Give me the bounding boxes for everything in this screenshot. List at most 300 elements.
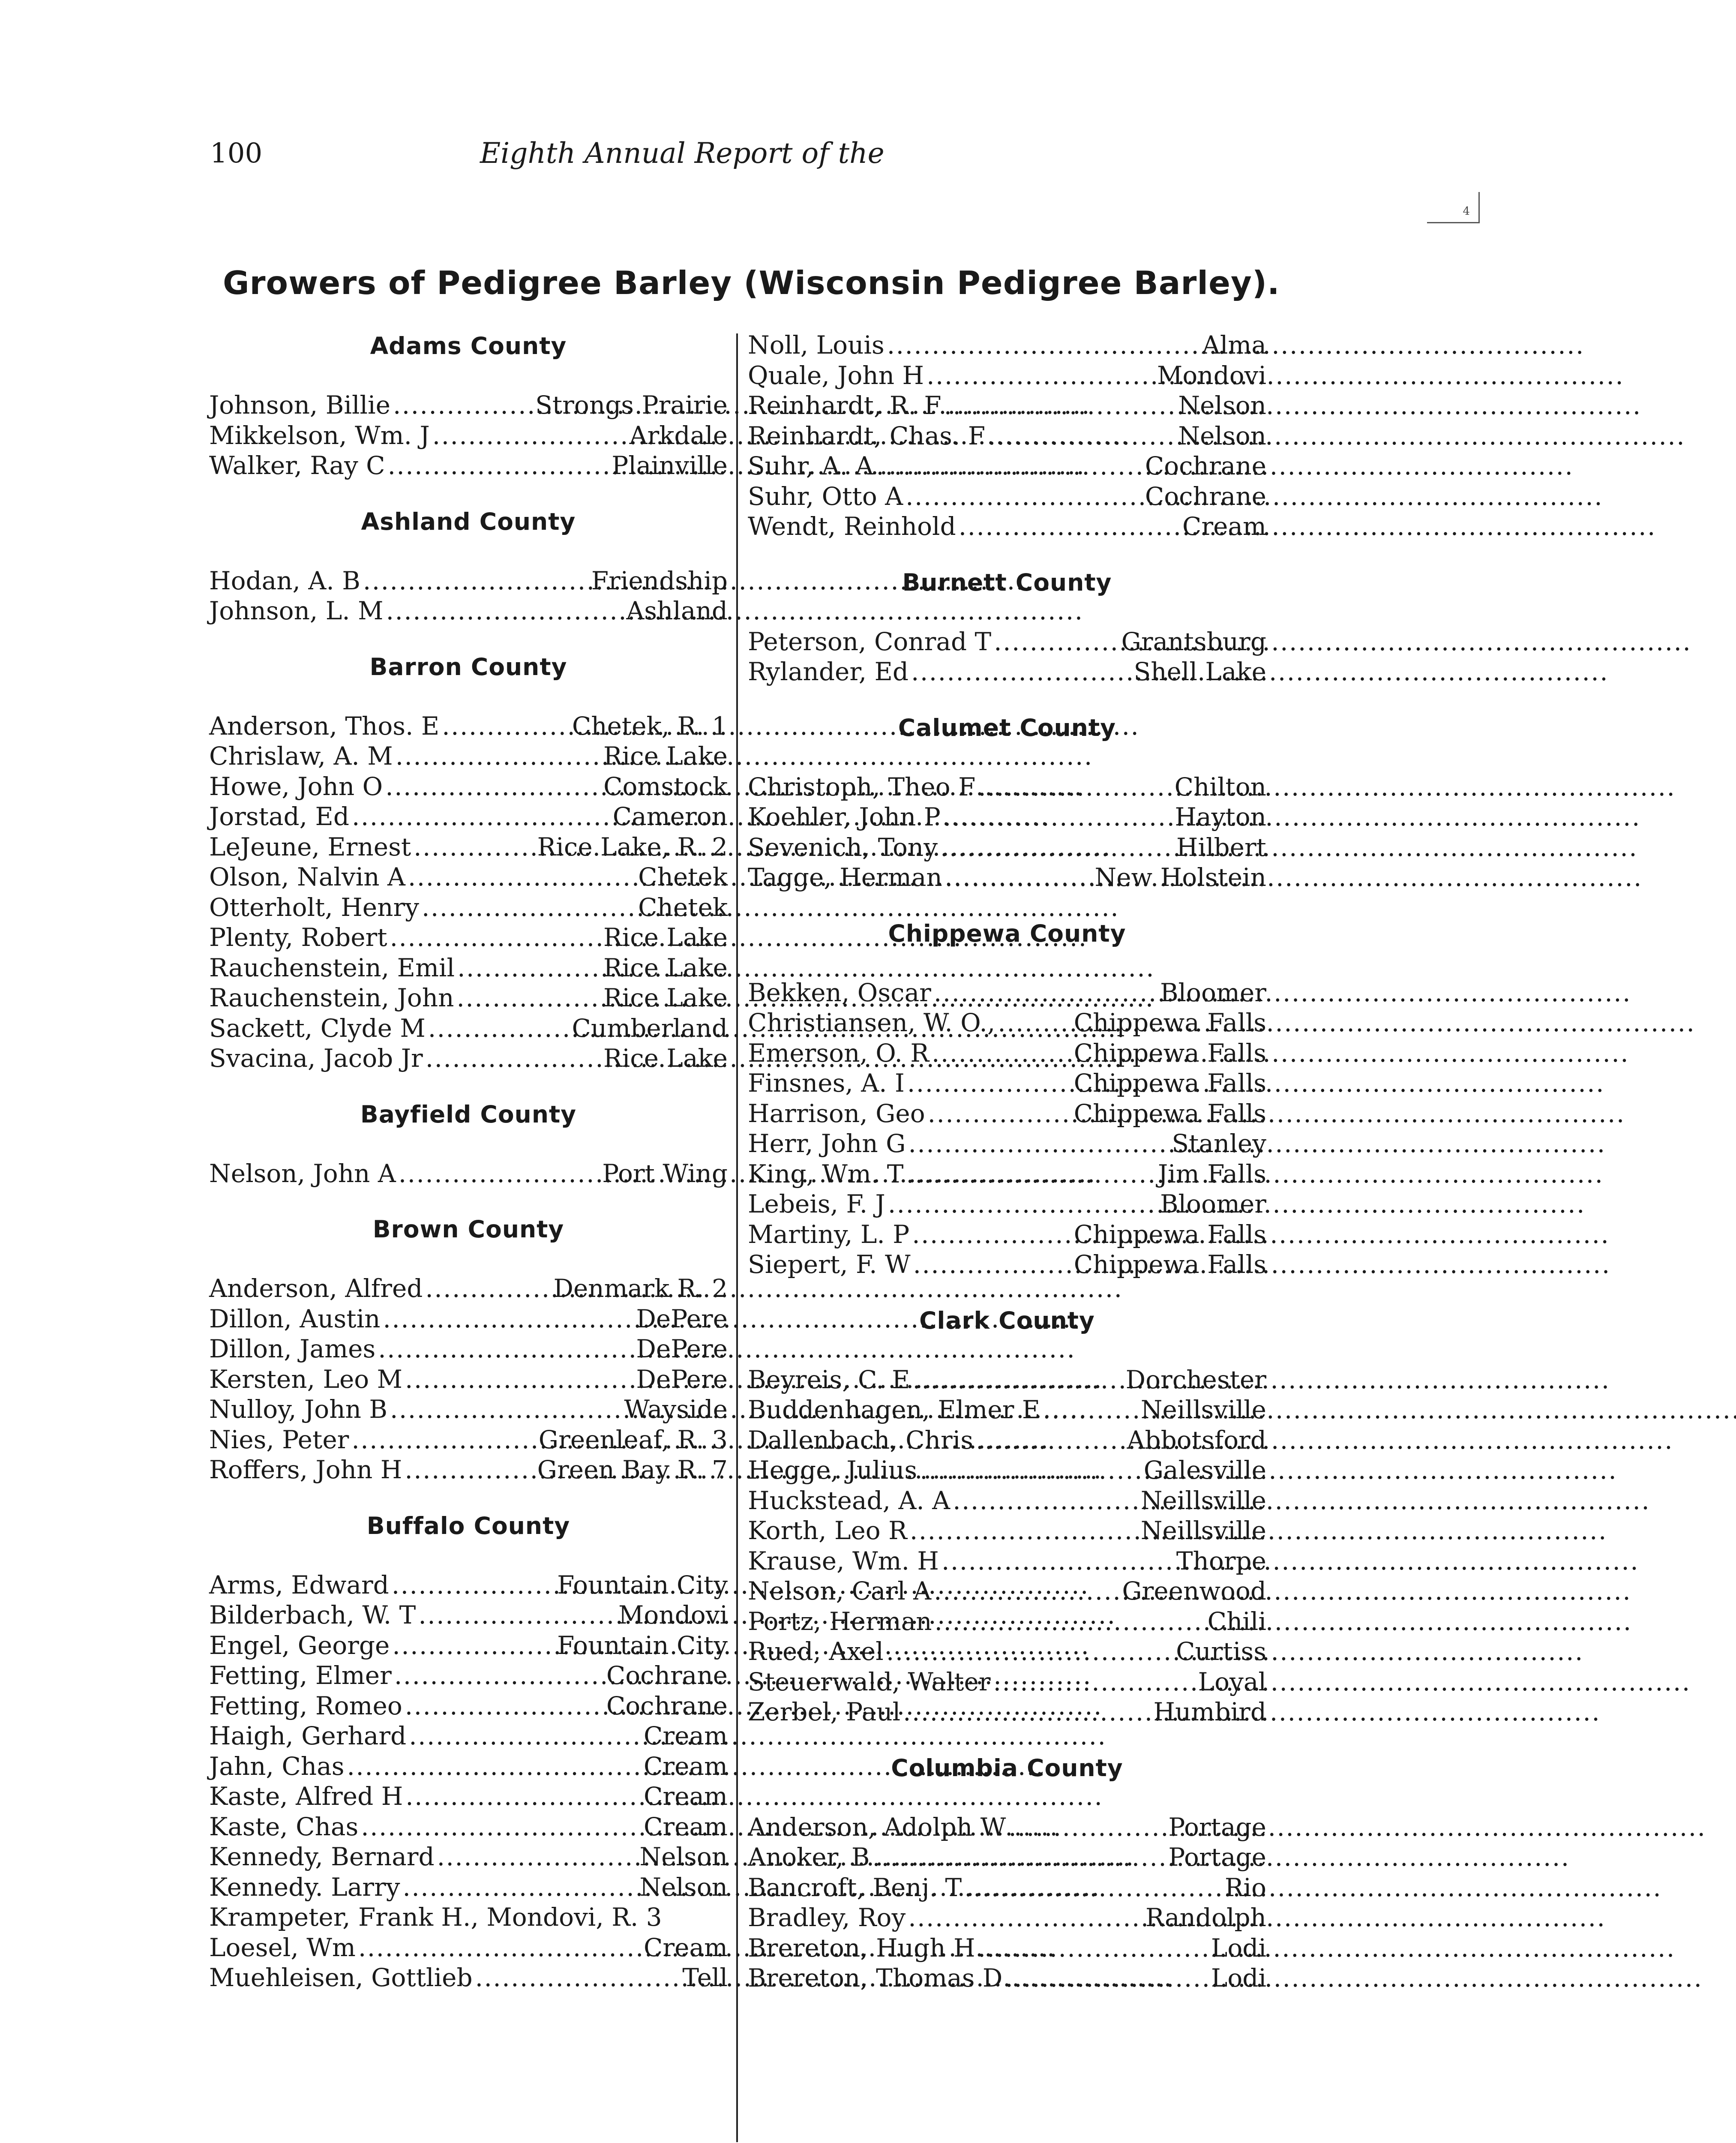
dot-leader [385, 771, 601, 802]
dot-leader [405, 1781, 641, 1812]
grower-place: Chetek [638, 862, 728, 891]
grower-place: Portage [1168, 1812, 1266, 1842]
grower-place: Cream [643, 1933, 728, 1962]
dot-leader [390, 922, 601, 953]
county-section [748, 1753, 1266, 1993]
grower-name: Lebeis, F. J [748, 1189, 885, 1219]
dot-leader [405, 1455, 534, 1485]
grower-name: Reinhardt, R. F [748, 391, 941, 420]
grower-name: Huckstead, A. A [748, 1486, 950, 1515]
county-section [748, 330, 1266, 542]
grower-entry [748, 1546, 1266, 1576]
dot-leader [978, 772, 1172, 802]
grower-name: Muehleisen, Gottlieb [209, 1963, 473, 1992]
grower-place: Dorchester [1125, 1365, 1266, 1394]
grower-entry [209, 922, 728, 953]
grower-name: Suhr, Otto A [748, 481, 903, 511]
grower-name: Bradley, Roy [748, 1903, 906, 1932]
page-header [210, 136, 1470, 218]
grower-place: Nelson [639, 1872, 728, 1902]
grower-entry [748, 511, 1266, 542]
grower-entry [209, 1159, 728, 1189]
grower-place: Ashland [626, 596, 728, 625]
dot-leader [903, 1697, 1151, 1727]
grower-place: Rice Lake [603, 953, 728, 982]
grower-entry [209, 1721, 728, 1751]
grower-place: Greenwood [1122, 1576, 1266, 1606]
grower-entry [209, 1902, 728, 1933]
county-section [748, 1306, 1266, 1727]
dot-leader [363, 566, 589, 596]
grower-name: Steuerwald, Walter [748, 1667, 991, 1696]
dot-leader [907, 1068, 1071, 1099]
grower-entry [748, 1606, 1266, 1637]
dot-leader [886, 1636, 1173, 1667]
dot-leader [926, 360, 1154, 391]
grower-name: LeJeune, Ernest [209, 832, 411, 861]
dot-leader [388, 450, 609, 481]
grower-list [748, 330, 1266, 542]
grower-place: Chili [1207, 1606, 1266, 1636]
grower-name: Bilderbach, W. T [209, 1600, 416, 1630]
grower-list [748, 627, 1266, 687]
grower-entry [209, 1364, 728, 1395]
grower-list [209, 566, 728, 626]
grower-name: Noll, Louis [748, 330, 884, 360]
grower-name: Koehler, John P [748, 802, 941, 831]
dot-leader [383, 1304, 634, 1334]
grower-name: Fetting, Elmer [209, 1661, 392, 1690]
dot-leader [351, 1425, 536, 1455]
grower-name: Mikkelson, Wm. J [209, 420, 430, 450]
grower-entry [209, 1455, 728, 1485]
dot-leader [976, 1425, 1124, 1456]
grower-name: Hodan, A. B [209, 566, 360, 595]
grower-name: Rued, Axel [748, 1637, 884, 1666]
grower-place: Strongs Prairie [535, 390, 728, 420]
grower-name: Nelson, John A [209, 1159, 396, 1188]
grower-entry [748, 1189, 1266, 1219]
dot-leader [403, 1872, 637, 1903]
dot-leader [432, 420, 627, 451]
grower-entry [209, 1842, 728, 1872]
grower-entry [748, 1516, 1266, 1546]
grower-place: Cochrane [606, 1691, 728, 1720]
grower-place: Jim Falls [1158, 1159, 1266, 1189]
grower-entry [748, 1812, 1266, 1843]
grower-entry [748, 1425, 1266, 1456]
grower-name: Arms, Edward [209, 1570, 389, 1600]
grower-name: Harrison, Geo [748, 1099, 925, 1128]
grower-place: Neillsville [1140, 1486, 1266, 1515]
grower-place: Rice Lake [603, 1044, 728, 1073]
grower-place: Chippewa Falls [1073, 1099, 1266, 1128]
grower-name: Walker, Ray C [209, 451, 385, 480]
grower-place: Portage [1168, 1843, 1266, 1872]
dot-leader [426, 1043, 601, 1074]
grower-name: Hegge, Julius [748, 1456, 917, 1485]
dot-leader [908, 1903, 1143, 1933]
left-column [209, 330, 728, 1993]
grower-place: Green Bay R. 7 [537, 1455, 728, 1484]
grower-list [748, 978, 1266, 1280]
grower-name: Reinhardt, Chas. F [748, 421, 986, 450]
grower-place: Chetek, R. 1 [572, 711, 728, 741]
grower-entry [748, 1038, 1266, 1068]
grower-name: Dillon, James [209, 1334, 376, 1363]
grower-name: Howe, John O [209, 771, 383, 801]
grower-name: Christiansen, W. O., [748, 1008, 995, 1037]
dot-leader [872, 1842, 1166, 1873]
grower-name: Johnson, L. M [209, 596, 384, 625]
grower-entry [209, 1394, 728, 1425]
dot-leader [358, 1933, 641, 1963]
grower-entry [748, 481, 1266, 512]
grower-name: Emerson, O. R [748, 1038, 929, 1068]
dot-leader [442, 711, 570, 741]
grower-entry [748, 360, 1266, 391]
grower-entry [209, 1570, 728, 1600]
dot-leader [932, 1038, 1071, 1068]
dot-leader [392, 1630, 555, 1661]
grower-place: Randolph [1145, 1903, 1266, 1932]
grower-entry [209, 1334, 728, 1364]
grower-entry [748, 1099, 1266, 1129]
grower-name: Peterson, Conrad T [748, 627, 992, 656]
grower-name: Bancroft, Benj. T [748, 1873, 962, 1902]
grower-place: Mondovi [1157, 360, 1266, 390]
grower-entry [748, 862, 1266, 893]
grower-list [748, 1812, 1266, 1993]
grower-entry [748, 1963, 1266, 1993]
dot-leader [944, 390, 1176, 421]
grower-entry [209, 1043, 728, 1074]
grower-name: Nelson, Carl A [748, 1576, 932, 1606]
grower-entry [209, 1933, 728, 1963]
grower-name: Anderson, Thos. E [209, 711, 440, 741]
dot-leader [888, 1189, 1157, 1219]
grower-entry [748, 1365, 1266, 1395]
grower-name: Anderson, Alfred [209, 1274, 423, 1303]
grower-name: Buddenhagen, Elmer E [748, 1395, 1040, 1424]
grower-entry [748, 1636, 1266, 1667]
grower-entry [748, 657, 1266, 687]
grower-entry [209, 1872, 728, 1903]
grower-place: Abbotsford [1127, 1425, 1266, 1455]
corner-mark-label: 4 [1463, 205, 1470, 218]
grower-entry [209, 1812, 728, 1842]
grower-place: Chippewa Falls [1073, 1008, 1266, 1037]
county-heading: Calumet County [898, 714, 1116, 741]
grower-name: Fetting, Romeo [209, 1691, 402, 1720]
dot-leader [998, 1008, 1071, 1038]
grower-name: Brereton, Hugh H [748, 1933, 975, 1963]
grower-name: Svacina, Jacob Jr [209, 1044, 423, 1073]
corner-mark [1427, 192, 1480, 223]
dot-leader [945, 862, 1092, 893]
grower-entry [209, 862, 728, 892]
grower-entry [209, 892, 728, 923]
dot-leader [940, 832, 1174, 863]
right-column [748, 330, 1266, 1993]
grower-place: Friendship [591, 566, 728, 595]
grower-name: Quale, John H [748, 360, 924, 390]
dot-leader [913, 1249, 1071, 1280]
county-heading: Burnett County [902, 568, 1112, 596]
grower-name: Kennedy. Larry [209, 1872, 400, 1902]
running-head: Eighth Annual Report of the [480, 137, 884, 170]
page-number: 100 [210, 138, 263, 169]
grower-entry [209, 832, 728, 862]
dot-leader [425, 1273, 551, 1304]
grower-entry [748, 1933, 1266, 1963]
grower-place: Alma [1202, 330, 1266, 360]
grower-list [209, 390, 728, 481]
county-heading: Clark County [919, 1306, 1095, 1334]
grower-name: Nies, Peter [209, 1425, 349, 1454]
dot-leader [437, 1842, 637, 1872]
grower-name: Plenty, Robert [209, 923, 387, 952]
grower-place: Rice Lake [603, 983, 728, 1012]
grower-place: Chilton [1174, 772, 1266, 801]
grower-name: Anderson, Adolph W [748, 1812, 1006, 1842]
grower-place: Chippewa Falls [1073, 1038, 1266, 1068]
county-heading: Bayfield County [360, 1100, 577, 1128]
grower-entry [209, 801, 728, 832]
grower-place: Loyal [1198, 1667, 1266, 1696]
grower-name: Brereton, Thomas D [748, 1963, 1003, 1993]
grower-place: Neillsville [1140, 1395, 1266, 1424]
grower-entry [748, 1008, 1266, 1038]
grower-name: Kaste, Chas [209, 1812, 359, 1841]
dot-leader [394, 1660, 604, 1691]
dot-leader [994, 627, 1118, 657]
grower-entry [209, 1425, 728, 1455]
grower-place: Humbird [1153, 1697, 1266, 1726]
dot-leader [910, 1516, 1138, 1546]
grower-place: Nelson [1178, 421, 1266, 450]
grower-place: Shell Lake [1133, 657, 1266, 686]
grower-entry [748, 1395, 1266, 1425]
county-section [748, 713, 1266, 893]
grower-place: Port Wing [602, 1159, 728, 1188]
page-title: Growers of Pedigree Barley (Wisconsin Pedigree Barley). [223, 264, 1280, 302]
grower-entry [748, 1455, 1266, 1486]
grower-entry [209, 1660, 728, 1691]
grower-entry [748, 772, 1266, 802]
grower-entry [748, 1667, 1266, 1697]
grower-entry [209, 953, 728, 983]
county-heading: Adams County [370, 332, 567, 360]
grower-entry [748, 1486, 1266, 1516]
grower-place: Neillsville [1140, 1516, 1266, 1545]
grower-place: DePere [636, 1334, 728, 1363]
grower-place: Curtiss [1176, 1637, 1266, 1666]
grower-place: Rice Lake, R. 2 [537, 832, 728, 861]
grower-place: Chetek [638, 892, 728, 922]
grower-entry [748, 451, 1266, 481]
grower-name: Kersten, Leo M [209, 1364, 403, 1394]
grower-place: Galesville [1143, 1456, 1266, 1485]
grower-entry [209, 1630, 728, 1661]
grower-place: Fountain City [557, 1630, 728, 1660]
grower-place: Cream [1182, 512, 1266, 541]
grower-place: Lodi [1211, 1933, 1266, 1963]
grower-name: Jorstad, Ed [209, 802, 350, 831]
dot-leader [920, 1455, 1141, 1486]
grower-name: Siepert, F. W [748, 1250, 911, 1279]
grower-name: Olson, Nalvin A [209, 862, 405, 891]
grower-name: Roffers, John H [209, 1455, 402, 1484]
grower-place: Cochrane [606, 1661, 728, 1690]
grower-entry [748, 1129, 1266, 1159]
grower-entry [209, 711, 728, 741]
dot-leader [405, 1691, 604, 1721]
grower-place: Bloomer [1160, 978, 1266, 1007]
grower-place: Denmark R. 2 [553, 1274, 728, 1303]
dot-leader [959, 511, 1180, 542]
dot-leader [414, 832, 535, 862]
grower-name: Beyreis, C. E [748, 1365, 910, 1394]
grower-entry [209, 983, 728, 1013]
grower-list [209, 1273, 728, 1485]
grower-name: Anoker, B [748, 1843, 870, 1872]
grower-name: Portz, Herman [748, 1606, 932, 1636]
grower-name: Bekken, Oscar [748, 978, 931, 1007]
grower-name: Korth, Leo R [748, 1516, 907, 1545]
grower-place: Fountain City [557, 1570, 728, 1600]
grower-entry [209, 1691, 728, 1721]
grower-place: Stanley [1172, 1129, 1266, 1158]
county-section [209, 1099, 728, 1189]
grower-entry [748, 1697, 1266, 1727]
grower-name: Otterholt, Henry [209, 892, 419, 922]
dot-leader [405, 1364, 633, 1395]
grower-name: Dillon, Austin [209, 1304, 381, 1333]
dot-leader [908, 1129, 1169, 1159]
dot-leader [1043, 1395, 1138, 1425]
grower-place: Arkdale [629, 420, 728, 450]
grower-place: Wayside [624, 1395, 728, 1424]
grower-list [209, 1570, 728, 1993]
grower-name: Krause, Wm. H [748, 1546, 939, 1576]
grower-place: Cumberland [572, 1013, 728, 1043]
grower-place: DePere [636, 1304, 728, 1333]
grower-entry [748, 1873, 1266, 1903]
dot-leader [408, 862, 636, 892]
grower-entry [748, 1576, 1266, 1606]
dot-leader [392, 1570, 555, 1600]
dot-leader [393, 390, 533, 420]
grower-entry [209, 1600, 728, 1630]
dot-leader [396, 741, 601, 771]
grower-entry [209, 741, 728, 771]
grower-entry [209, 1013, 728, 1044]
grower-entry [209, 1273, 728, 1304]
dot-leader [953, 1486, 1138, 1516]
grower-entry [209, 1751, 728, 1782]
grower-name: Jahn, Chas [209, 1751, 345, 1781]
grower-entry [209, 420, 728, 451]
grower-name: Loesel, Wm [209, 1933, 356, 1962]
grower-place: Cream [643, 1812, 728, 1841]
grower-entry [748, 1068, 1266, 1099]
dot-leader [887, 330, 1199, 360]
grower-entry [748, 1903, 1266, 1933]
county-section [209, 507, 728, 626]
dot-leader [390, 1394, 621, 1425]
grower-entry [748, 421, 1266, 451]
grower-name: Johnson, Billie [209, 390, 390, 420]
dot-leader [428, 1013, 570, 1044]
county-heading: Buffalo County [366, 1512, 570, 1540]
grower-name: Sackett, Clyde M [209, 1013, 426, 1043]
grower-place: Grantsburg [1121, 627, 1266, 656]
grower-name: Engel, George [209, 1630, 390, 1660]
grower-name: Suhr, A. A [748, 451, 874, 480]
grower-list [748, 772, 1266, 893]
county-section [748, 567, 1266, 687]
grower-place: Hayton [1175, 802, 1266, 831]
dot-leader [935, 1606, 1205, 1637]
grower-entry [209, 390, 728, 420]
grower-place: Cream [643, 1751, 728, 1781]
grower-entry [209, 1781, 728, 1812]
grower-place: Tell [682, 1963, 728, 1992]
grower-place: Hilbert [1176, 832, 1266, 862]
grower-name: Martiny, L. P [748, 1219, 910, 1249]
grower-place: Mondovi [618, 1600, 728, 1630]
grower-place: Rio [1224, 1873, 1266, 1902]
grower-entry [748, 627, 1266, 657]
county-section [209, 1511, 728, 1993]
county-heading: Columbia County [891, 1754, 1123, 1782]
dot-leader [905, 481, 1142, 512]
grower-entry [209, 1963, 728, 1993]
grower-entry [748, 978, 1266, 1008]
grower-place: Bloomer [1160, 1189, 1266, 1219]
dot-leader [943, 802, 1172, 832]
dot-leader [911, 657, 1131, 687]
grower-place: Greenleaf, R. 3 [538, 1425, 728, 1454]
grower-place: Chippewa Falls [1073, 1068, 1266, 1098]
grower-entry [748, 1219, 1266, 1250]
dot-leader [386, 596, 624, 626]
dot-leader [978, 1933, 1208, 1963]
grower-name: Rylander, Ed [748, 657, 909, 686]
grower-entry [209, 596, 728, 626]
grower-entry [748, 832, 1266, 863]
grower-name: King, Wm. T [748, 1159, 904, 1189]
dot-leader [475, 1963, 680, 1993]
grower-name: Wendt, Reinhold [748, 512, 956, 541]
dot-leader [457, 953, 601, 983]
dot-leader [352, 801, 610, 832]
grower-entry [209, 566, 728, 596]
grower-entry [748, 1249, 1266, 1280]
grower-place: New Holstein [1094, 863, 1266, 892]
dot-leader [988, 421, 1175, 451]
dot-leader [1005, 1963, 1208, 1993]
dot-leader [912, 1219, 1071, 1250]
grower-name: Dallenbach, Chris [748, 1425, 974, 1455]
grower-place: Rice Lake [603, 741, 728, 771]
grower-place: Chippewa Falls [1073, 1219, 1266, 1249]
grower-list [748, 1365, 1266, 1727]
grower-entry [748, 1842, 1266, 1873]
grower-place: Cochrane [1145, 481, 1266, 511]
dot-leader [934, 978, 1157, 1008]
